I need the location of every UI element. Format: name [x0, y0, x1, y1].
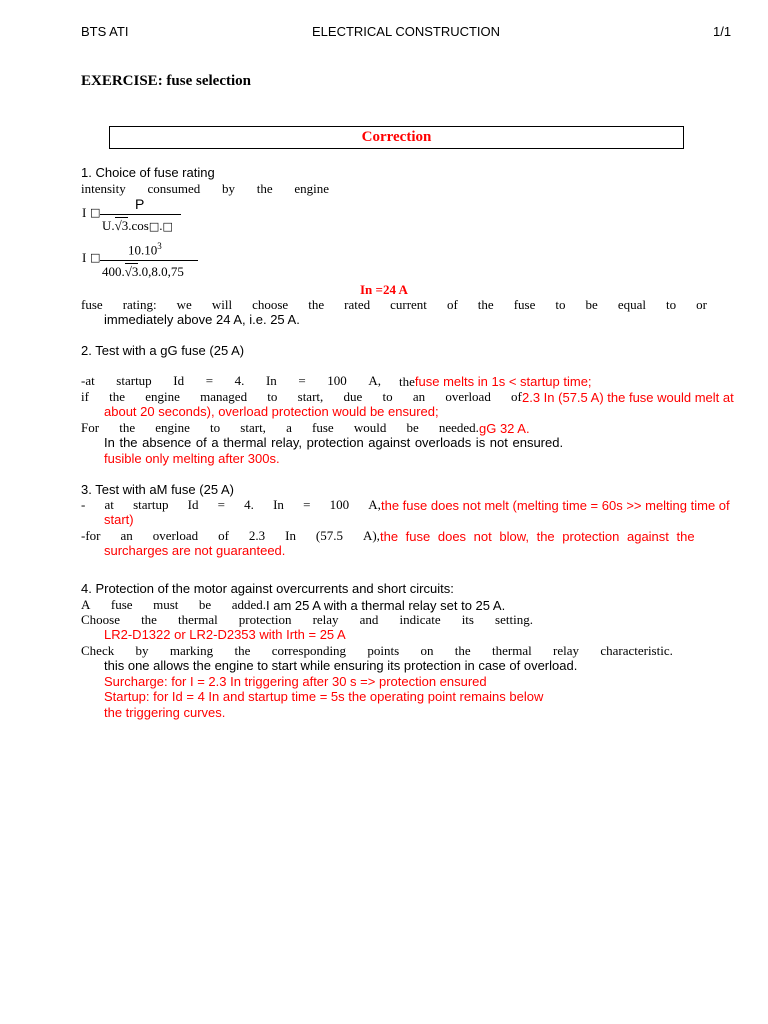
rating-line: fuse rating: we will choose the rated current of the fuse to be equal to or	[81, 297, 707, 312]
section2-line1: -at startup Id = 4. In = 100 A, thefuse melts in 1s < startup time;	[81, 373, 592, 389]
section4-line1: A fuse must be added. I am 25 A with a thermal relay set to 25 A.	[81, 597, 506, 613]
section4-line4: Check by marking the corresponding points on the thermal relay characteristic.	[81, 643, 673, 658]
section1-intro: intensity consumed by the engine	[81, 181, 329, 196]
section4-line5: this one allows the engine to start while ensuring its protection in case of overload.	[104, 658, 578, 673]
correction-label: Correction	[361, 129, 432, 145]
section3-line4: surcharges are not guaranteed.	[104, 543, 286, 558]
section2-heading: 2. Test with a gG fuse (25 A)	[81, 343, 245, 358]
section3-line1: - at startup Id = 4. In = 100 A, the fuse does not melt (melting time = 60s >> melting time of	[81, 497, 730, 513]
section4-line2: Choose the thermal protection relay and indicate its setting.	[81, 612, 533, 627]
exercise-title: EXERCISE: fuse selection	[81, 73, 252, 89]
rating-line-cont: immediately above 24 A, i.e. 25 A.	[104, 312, 300, 327]
section4-heading: 4. Protection of the motor against overcurrents and short circuits:	[81, 581, 454, 596]
section1-heading: 1. Choice of fuse rating	[81, 165, 215, 180]
section4-line7: Startup: for Id = 4 In and startup time = 5s the operating point remains below	[104, 689, 544, 704]
correction-box	[109, 126, 684, 149]
section2-line3: about 20 seconds), overload protection would be ensured;	[104, 404, 439, 419]
section4-line8: the triggering curves.	[104, 705, 226, 720]
section3-line2: start)	[104, 512, 134, 527]
section2-line5: In the absence of a thermal relay, protection against overloads is not ensured.	[104, 435, 564, 450]
header-left: BTS ATI	[81, 24, 129, 39]
section3-heading: 3. Test with aM fuse (25 A)	[81, 482, 234, 497]
section2-line2: if the engine managed to start, due to an overload of 2.3 In (57.5 A) the fuse would melt at	[81, 389, 734, 405]
section2-line4: For the engine to start, a fuse would be needed. gG 32 A.	[81, 420, 530, 436]
section4-line6: Surcharge: for I = 2.3 In triggering after 30 s => protection ensured	[104, 674, 487, 689]
section4-line3: LR2-D1322 or LR2-D2353 with Irth = 25 A	[104, 627, 346, 642]
result-in: In =24 A	[360, 282, 408, 297]
page-number: 1/1	[713, 24, 732, 39]
header-title: ELECTRICAL CONSTRUCTION	[312, 24, 501, 39]
section2-line6: fusible only melting after 300s.	[104, 451, 280, 466]
section3-line3: -for an overload of 2.3 In (57.5 A), the fuse does not blow, the protection against the	[81, 528, 695, 544]
